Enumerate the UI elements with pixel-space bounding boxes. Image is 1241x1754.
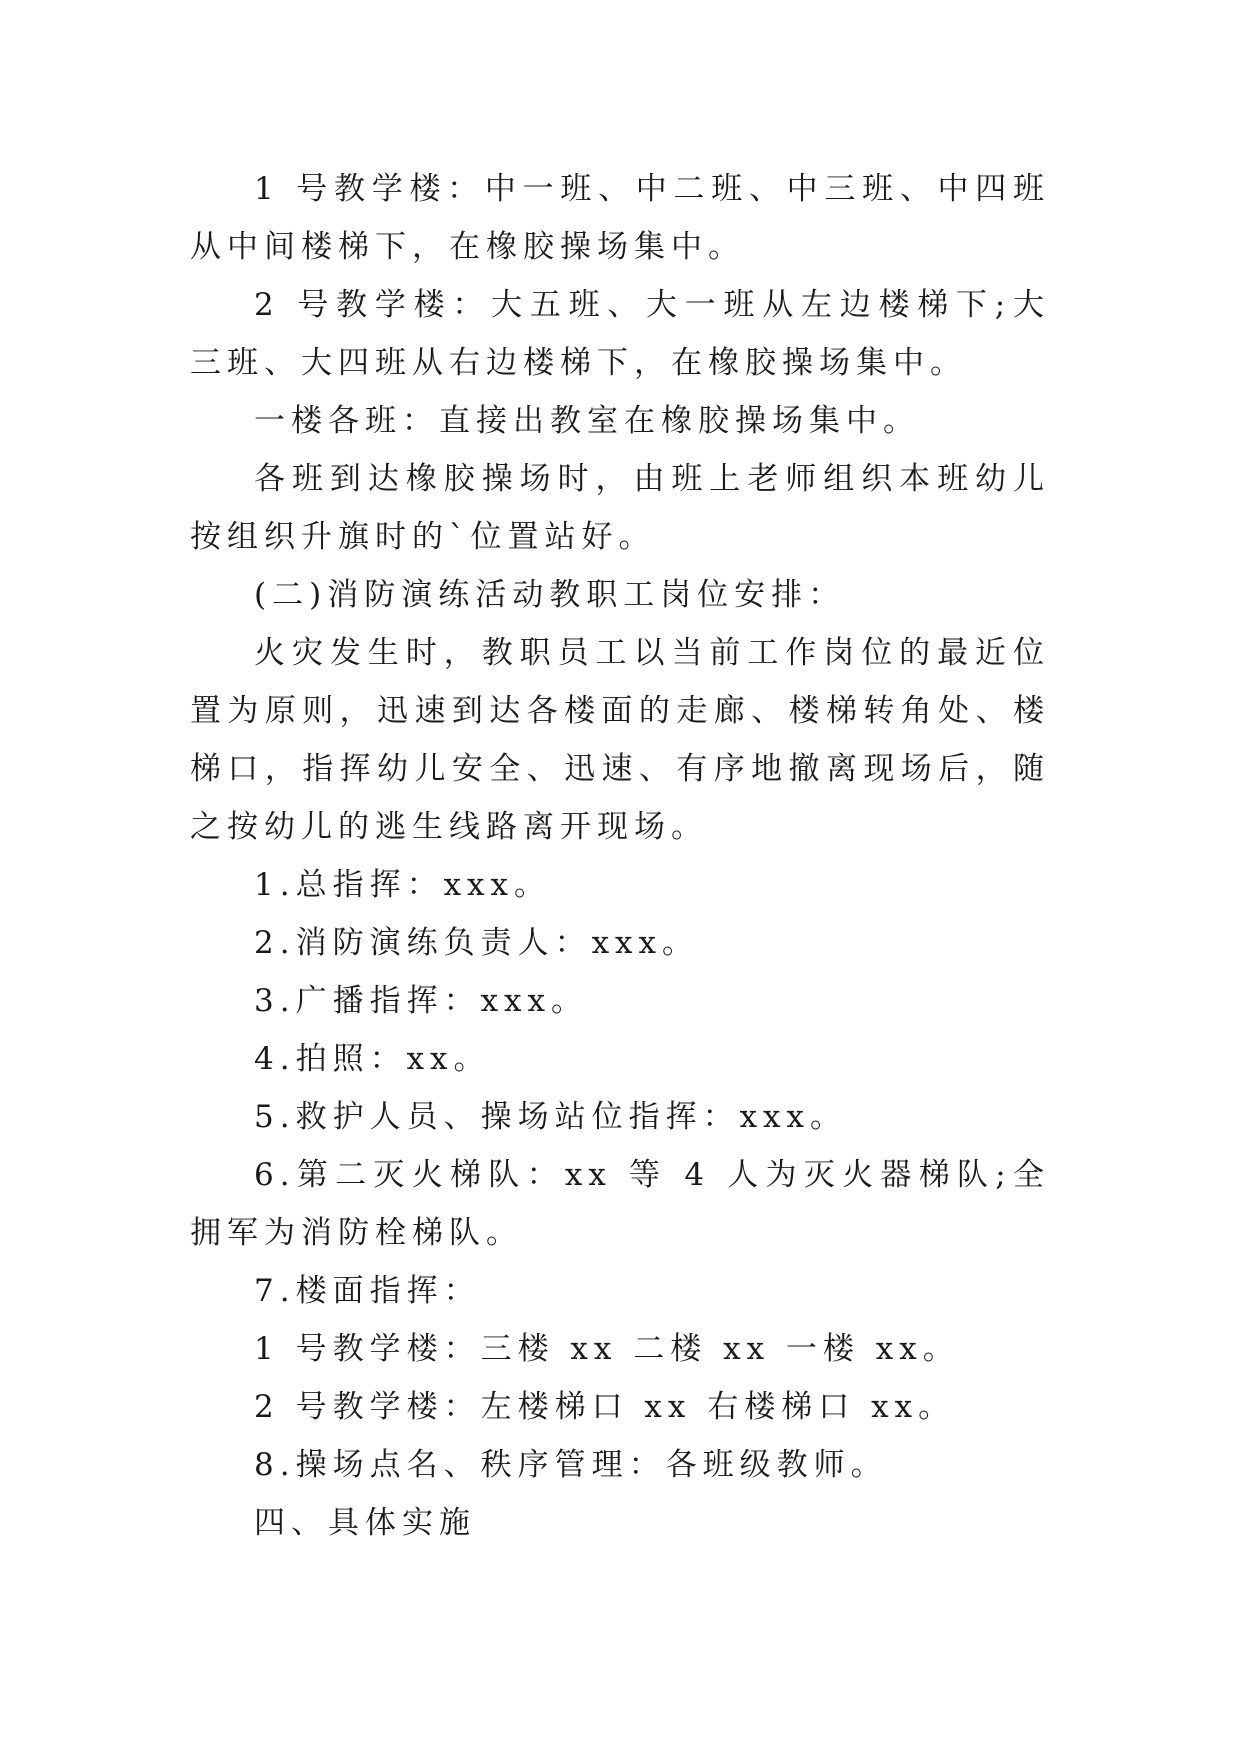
document-page xyxy=(190,160,1050,1552)
list-item-floor-command: 7.楼面指挥： xyxy=(254,1273,481,1309)
section-heading-implementation: 四、具体实施 xyxy=(254,1505,476,1541)
list-item-building1-floors: 1 号教学楼：三楼 xx 二楼 xx 一楼 xx。 xyxy=(254,1331,960,1367)
paragraph-building2-route: 2 号教学楼：大五班、大一班从左边楼梯下;大三班、大四班从右边楼梯下，在橡胶操场集中。 xyxy=(190,287,1050,381)
paragraph-fire-principle: 火灾发生时，教职员工以当前工作岗位的最近位置为原则，迅速到达各楼面的走廊、楼梯转角处、楼梯口，指挥幼儿安全、迅速、有序地撤离现场后，随之按幼儿的逃生线路离开现场。 xyxy=(190,635,1050,845)
list-item-fire-team: 6.第二灭火梯队：xx 等 4 人为灭火器梯队;全拥军为消防栓梯队。 xyxy=(190,1157,1050,1251)
list-item-drill-lead: 2.消防演练负责人：xxx。 xyxy=(254,925,700,961)
list-item-rescue: 5.救护人员、操场站位指挥：xxx。 xyxy=(254,1099,848,1135)
list-item-photography: 4.拍照：xx。 xyxy=(254,1041,491,1077)
list-item-building2-stairs: 2 号教学楼：左楼梯口 xx 右楼梯口 xx。 xyxy=(254,1389,956,1425)
paragraph-building1-route: 1 号教学楼：中一班、中二班、中三班、中四班从中间楼梯下，在橡胶操场集中。 xyxy=(190,171,1050,265)
section-heading-staff-arrangement: (二)消防演练活动教职工岗位安排： xyxy=(254,577,846,613)
paragraph-assembly: 各班到达橡胶操场时，由班上老师组织本班幼儿按组织升旗时的`位置站好。 xyxy=(190,461,1050,555)
list-item-roll-call: 8.操场点名、秩序管理：各班级教师。 xyxy=(254,1447,888,1483)
paragraph-first-floor: 一楼各班：直接出教室在橡胶操场集中。 xyxy=(254,403,920,439)
list-item-commander: 1.总指挥：xxx。 xyxy=(254,867,552,903)
list-item-broadcast: 3.广播指挥：xxx。 xyxy=(254,983,589,1019)
